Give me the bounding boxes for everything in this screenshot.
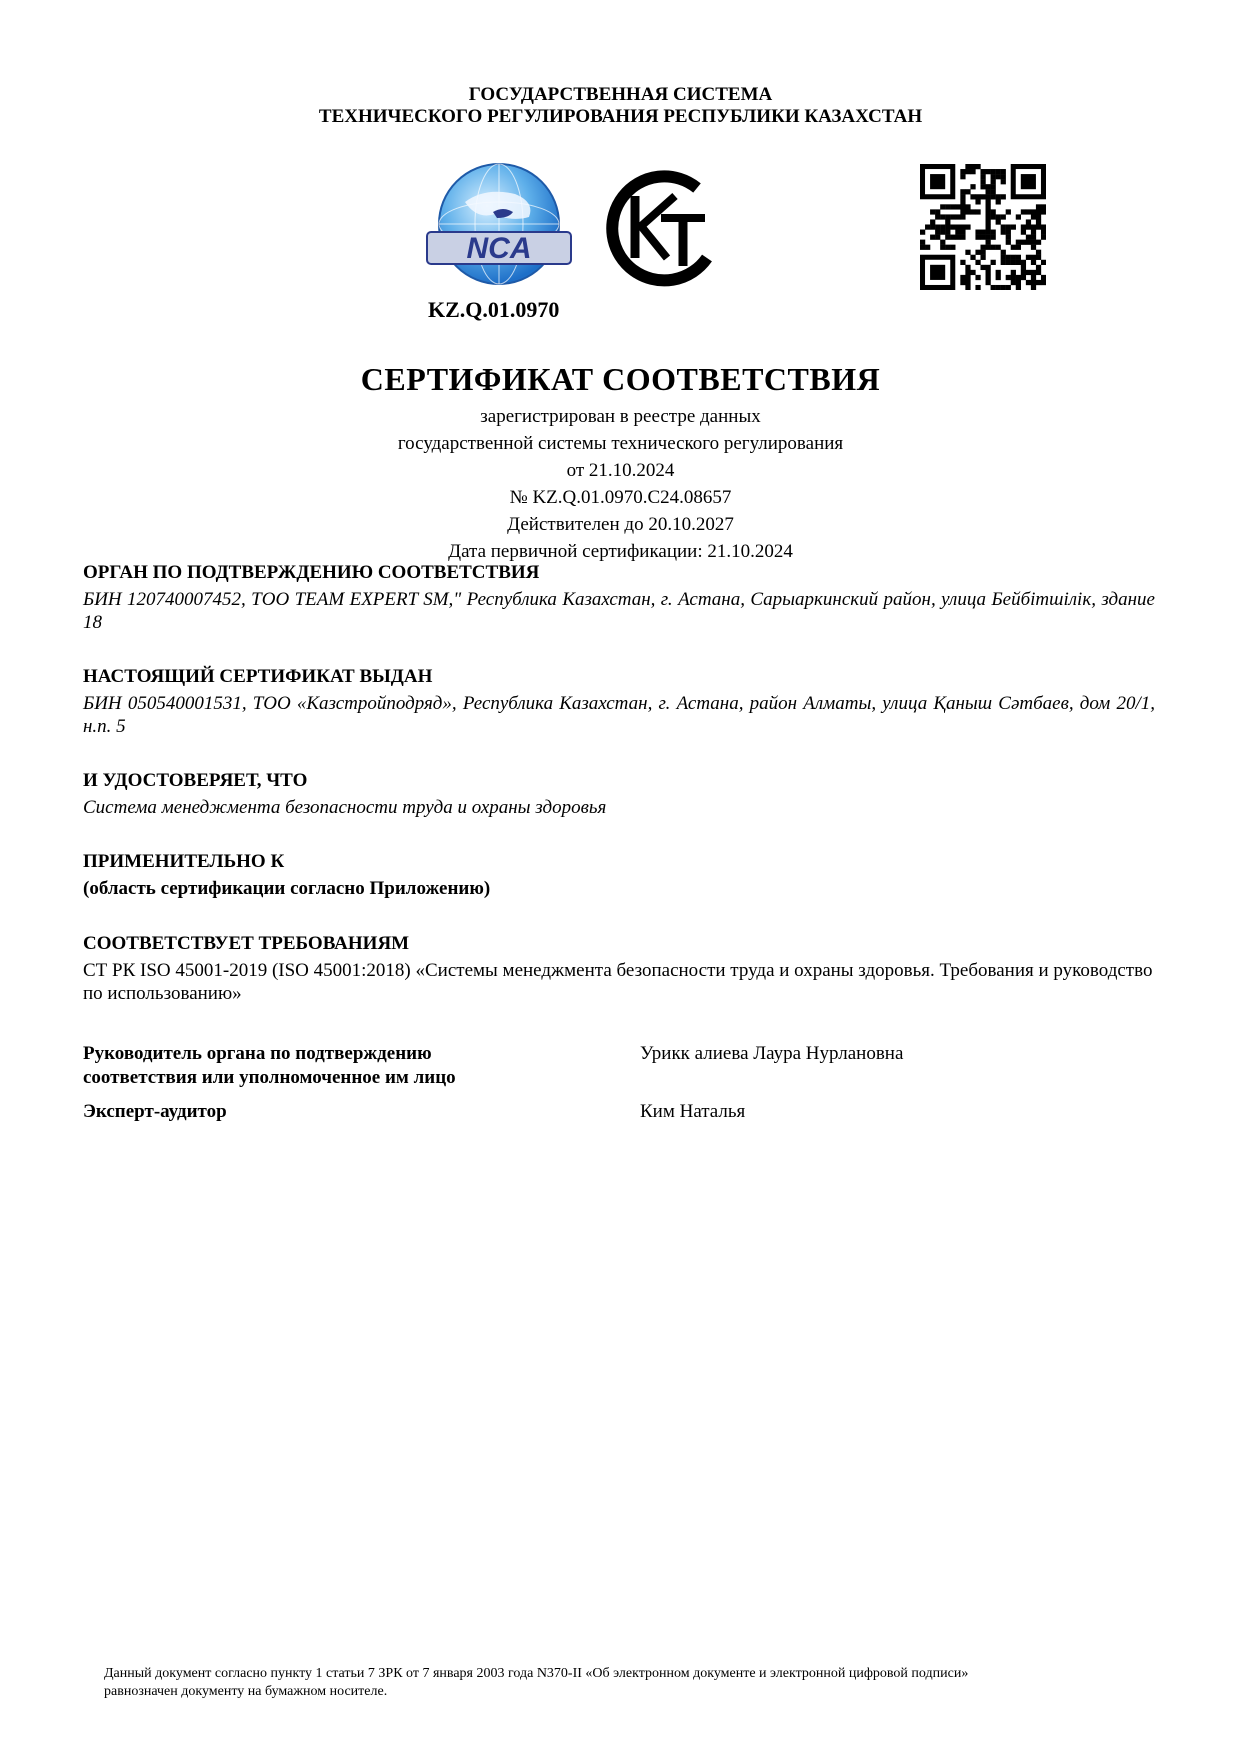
section-complies <box>83 932 1155 1005</box>
registration-number: № KZ.Q.01.0970.С24.08657 <box>509 487 732 508</box>
section-applicable <box>83 850 1155 901</box>
header-line-2: ТЕХНИЧЕСКОГО РЕГУЛИРОВАНИЯ РЕСПУБЛИКИ КАЗАХСТАН <box>318 106 923 127</box>
auditor-name: Ким Наталья <box>640 1101 746 1122</box>
section-heading: ОРГАН ПО ПОДТВЕРЖДЕНИЮ СООТВЕТСТВИЯ <box>83 562 540 583</box>
kt-mark <box>601 166 721 288</box>
section-heading: И УДОСТОВЕРЯЕТ, ЧТО <box>83 770 308 791</box>
head-signatory-label <box>83 1042 583 1090</box>
section-heading: ПРИМЕНИТЕЛЬНО К <box>83 851 285 872</box>
head-signatory-name: Урикк алиева Лаура Нурлановна <box>640 1043 904 1064</box>
head-label-line-2: соответствия или уполномоченное им лицо <box>83 1067 456 1088</box>
system-header <box>0 84 1241 128</box>
footer-line-1: Данный документ согласно пункту 1 статьи 7 ЗРК от 7 января 2003 года N370-II «Об электронном документе и электронной цифровой подписи» <box>104 1666 969 1681</box>
auditor-label: Эксперт-аудитор <box>83 1101 227 1122</box>
section-certification-body <box>83 561 1155 634</box>
qr-code-icon <box>920 164 1046 290</box>
qr-code <box>920 164 1046 290</box>
registration-line-1: зарегистрирован в реестре данных <box>480 406 761 427</box>
first-certification-date: Дата первичной сертификации: 21.10.2024 <box>448 541 793 562</box>
footer-line-2: равнозначен документу на бумажном носителе. <box>104 1684 388 1699</box>
valid-until: Действителен до 20.10.2027 <box>507 514 734 535</box>
certificate-title: СЕРТИФИКАТ СООТВЕТСТВИЯ <box>360 361 881 397</box>
section-text: СТ РК ISO 45001-2019 (ISO 45001:2018) «Системы менеджмента безопасности труда и охраны здоровья. Требования и руководство по использованию» <box>83 960 1153 1004</box>
registration-block <box>0 403 1241 565</box>
section-text: Система менеджмента безопасности труда и охраны здоровья <box>83 797 607 818</box>
nca-globe-icon <box>425 162 573 298</box>
nca-logo <box>425 162 573 298</box>
section-issued-to <box>83 665 1155 738</box>
section-heading: НАСТОЯЩИЙ СЕРТИФИКАТ ВЫДАН <box>83 666 433 687</box>
section-text: (область сертификации согласно Приложению) <box>83 878 491 899</box>
legal-footer <box>104 1665 1154 1701</box>
section-heading: СООТВЕТСТВУЕТ ТРЕБОВАНИЯМ <box>83 933 410 954</box>
registration-line-2: государственной системы технического регулирования <box>397 433 844 454</box>
head-label-line-1: Руководитель органа по подтверждению <box>83 1043 432 1064</box>
accreditation-number: KZ.Q.01.0970 <box>428 297 560 322</box>
nca-logo-text: NCA <box>466 232 532 265</box>
header-line-1: ГОСУДАРСТВЕННАЯ СИСТЕМА <box>468 84 773 105</box>
section-text: БИН 120740007452, ТОО TEAM EXPERT SM," Республика Казахстан, г. Астана, Сарыаркинский район, улица Бейбітшілік, здание 18 <box>83 589 1155 633</box>
kt-conformity-icon <box>601 166 721 288</box>
section-certifies <box>83 769 1155 819</box>
registration-date: от 21.10.2024 <box>566 460 675 481</box>
section-text: БИН 050540001531, ТОО «Казстройподряд», Республика Казахстан, г. Астана, район Алматы, улица Қаныш Сәтбаев, дом 20/1, н.п. 5 <box>83 693 1155 737</box>
